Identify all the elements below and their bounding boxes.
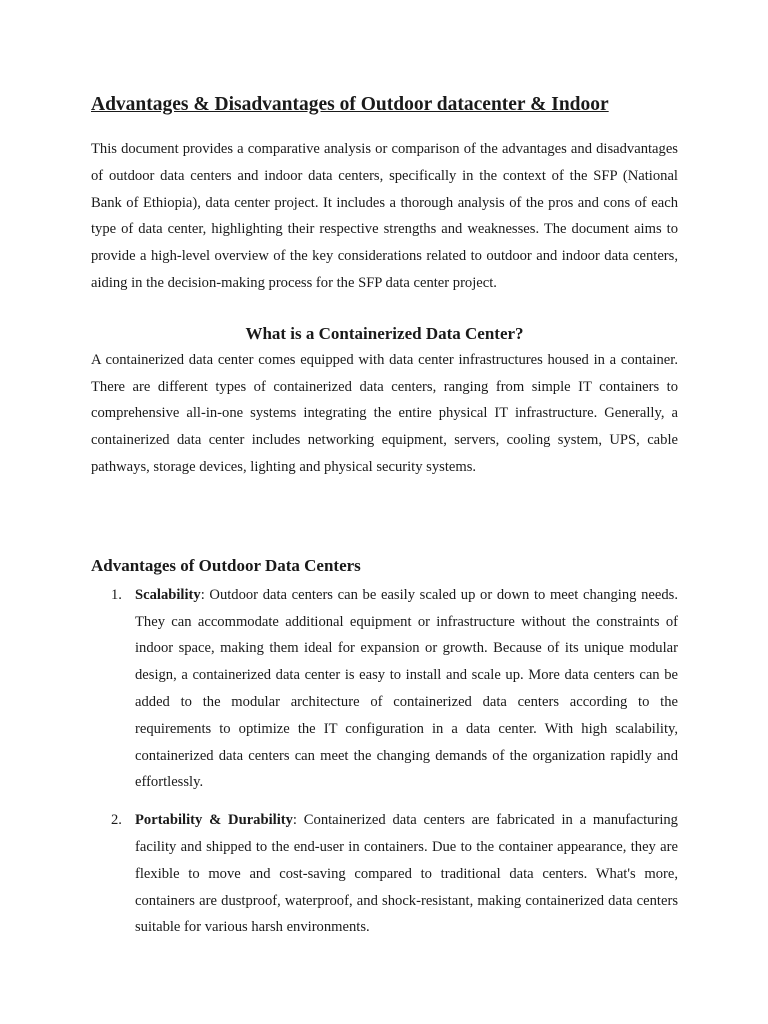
document-content: [91, 92, 678, 952]
list-item-number: 1.: [111, 586, 122, 603]
list-item-description: : Containerized data centers are fabricated in a manufacturing facility and shipped to the end-user in containers. Due to the container appearance, they are flexible to move and cost-saving compared to traditional data centers. What's more, containers are dustproof, waterproof, and shock-resistant, making containerized data centers suitable for various harsh environments.: [135, 812, 678, 936]
list-item-text: [135, 582, 678, 796]
intro-paragraph: This document provides a comparative analysis or comparison of the advantages and disadvantages of outdoor data centers and indoor data centers, specifically in the context of the SFP (National Bank of Ethiopia), data center project. It includes a thorough analysis of the pros and cons of each type of data center, highlighting their respective strengths and weaknesses. The document aims to provide a high-level overview of the key considerations related to outdoor and indoor data centers, aiding in the decision-making process for the SFP data center project.: [91, 141, 678, 291]
list-item-term: Portability & Durability: [135, 812, 293, 829]
list-item-description: : Outdoor data centers can be easily scaled up or down to meet changing needs. They can accommodate additional equipment or infrastructure without the constraints of indoor space, making them ideal for expansion or growth. Because of its unique modular design, a containerized data center is easy to install and scale up. More data centers can be added to the modular architecture of containerized data centers according to the requirements to optimize the IT configuration in a data center. With high scalability, containerized data centers can meet the changing demands of the organization rapidly and effortlessly.: [135, 586, 678, 791]
list-item-term: Scalability: [135, 586, 201, 603]
advantages-list: [91, 582, 678, 941]
section-heading-containerized: What is a Containerized Data Center?: [245, 323, 524, 343]
section-heading-advantages: Advantages of Outdoor Data Centers: [91, 555, 361, 575]
list-item-number: 2.: [111, 812, 122, 829]
list-item: [91, 807, 678, 941]
list-item-text: [135, 807, 678, 941]
document-title: Advantages & Disadvantages of Outdoor datacenter & Indoor: [91, 94, 609, 115]
list-item: [91, 582, 678, 796]
containerized-paragraph: A containerized data center comes equipped with data center infrastructures housed in a container. There are different types of containerized data centers, ranging from simple IT containers to comprehensive all-in-one systems integrating the entire physical IT infrastructure. Generally, a containerized data center includes networking equipment, servers, cooling system, UPS, cable pathways, storage devices, lighting and physical security systems.: [91, 351, 678, 475]
